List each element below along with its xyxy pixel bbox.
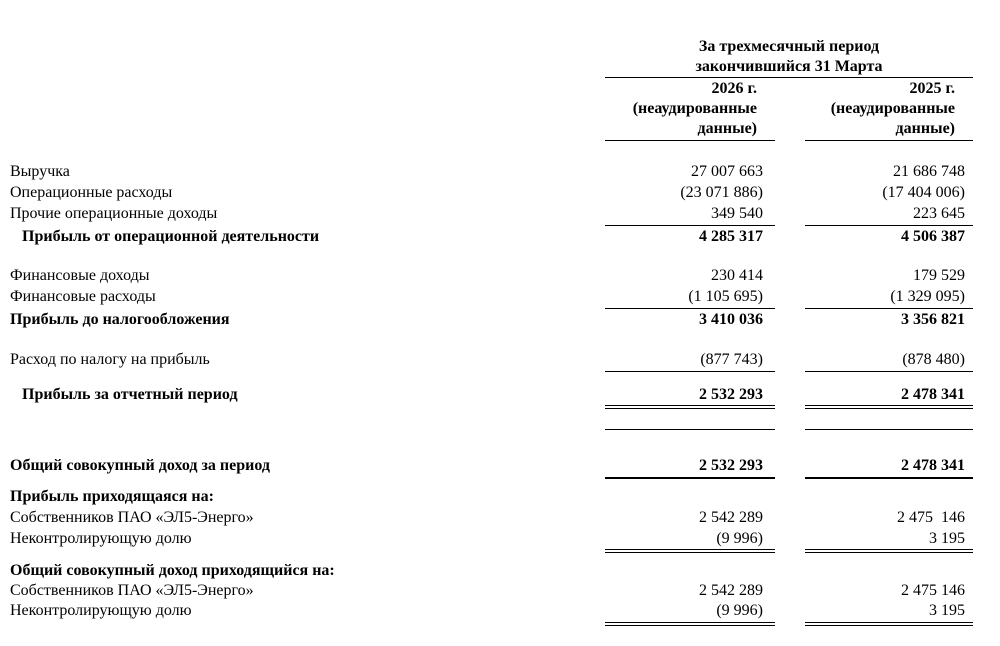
double-rule (805, 625, 973, 626)
col1-note2: данные) (697, 120, 757, 137)
value-2025: 2 475 146 (897, 509, 965, 526)
subtotal-rule (805, 371, 973, 372)
row-label: Собственников ПАО «ЭЛ5-Энерго» (10, 509, 254, 526)
table-row (0, 266, 1000, 286)
table-row (0, 350, 1000, 370)
row-label: Выручка (10, 163, 70, 180)
table-row (0, 162, 1000, 182)
col1-header (605, 79, 757, 139)
value-2025: (878 480) (902, 351, 965, 368)
value-2025: 4 506 387 (901, 228, 965, 245)
value-2025: 2 478 341 (901, 457, 965, 474)
value-2026: 230 414 (711, 267, 763, 284)
row-label: Прибыль до налогообложения (10, 311, 230, 328)
subtotal-rule (805, 225, 973, 226)
row-label: Прибыль за отчетный период (22, 386, 238, 403)
period-header-line2: закончившийся 31 Марта (695, 58, 883, 75)
value-2026: (23 071 886) (680, 184, 763, 201)
section-heading (0, 561, 1000, 581)
table-row (0, 310, 1000, 330)
double-rule (805, 408, 973, 409)
total-rule (805, 477, 973, 479)
col2-year: 2025 г. (909, 80, 955, 97)
double-rule (605, 408, 775, 409)
col1-note1: (неаудированные (632, 100, 757, 117)
row-label: Операционные расходы (10, 184, 173, 201)
value-2026: (877 743) (700, 351, 763, 368)
double-rule (605, 549, 775, 550)
value-2025: (1 329 095) (890, 288, 965, 305)
col1-header-rule (605, 140, 775, 141)
value-2025: 2 475 146 (901, 582, 965, 599)
value-2025: 179 529 (913, 267, 965, 284)
table-row (0, 287, 1000, 307)
col2-note1: (неаудированные (830, 100, 955, 117)
col2-note2: данные) (895, 120, 955, 137)
table-row (0, 227, 1000, 247)
table-row (0, 456, 1000, 476)
value-2026: 27 007 663 (691, 163, 763, 180)
table-row (0, 529, 1000, 549)
row-label: Прибыль приходящаяся на: (10, 488, 214, 505)
subtotal-rule (605, 225, 775, 226)
table-row (0, 204, 1000, 224)
double-rule (605, 405, 775, 406)
value-2025: 3 195 (929, 530, 965, 547)
value-2025: 223 645 (913, 205, 965, 222)
double-rule (805, 549, 973, 550)
value-2025: 2 478 341 (901, 386, 965, 403)
double-rule (605, 625, 775, 626)
blank-rule (805, 429, 973, 430)
value-2025: 3 356 821 (901, 311, 965, 328)
value-2026: 2 542 289 (699, 509, 763, 526)
value-2026: 2 532 293 (699, 386, 763, 403)
row-label: Прибыль от операционной деятельности (22, 228, 320, 245)
double-rule (605, 552, 775, 553)
value-2026: 3 410 036 (699, 311, 763, 328)
value-2026: 2 542 289 (699, 582, 763, 599)
col2-header (805, 79, 955, 139)
value-2026: (1 105 695) (688, 288, 763, 305)
header-rule (605, 77, 973, 78)
total-rule (605, 477, 775, 479)
row-label: Собственников ПАО «ЭЛ5-Энерго» (10, 582, 254, 599)
value-2026: (9 996) (716, 530, 763, 547)
subtotal-rule (805, 308, 973, 309)
double-rule (805, 552, 973, 553)
value-2025: 3 195 (929, 602, 965, 619)
value-2025: (17 404 006) (882, 184, 965, 201)
row-label: Неконтролирующую долю (10, 602, 192, 619)
subtotal-rule (605, 371, 775, 372)
value-2025: 21 686 748 (893, 163, 965, 180)
row-label: Общий совокупный доход приходящийся на: (10, 562, 335, 579)
row-label: Неконтролирующую долю (10, 530, 192, 547)
row-label: Финансовые доходы (10, 267, 150, 284)
row-label: Общий совокупный доход за период (10, 457, 270, 474)
double-rule (605, 622, 775, 623)
row-label: Расход по налогу на прибыль (10, 351, 210, 368)
row-label: Финансовые расходы (10, 288, 156, 305)
blank-rule (605, 429, 775, 430)
table-row (0, 601, 1000, 621)
col1-year: 2026 г. (711, 80, 757, 97)
table-row (0, 183, 1000, 203)
subtotal-rule (605, 308, 775, 309)
col2-header-rule (805, 140, 973, 141)
value-2026: 4 285 317 (699, 228, 763, 245)
value-2026: (9 996) (716, 602, 763, 619)
table-row (0, 508, 1000, 528)
table-row (0, 581, 1000, 601)
period-header-line1: За трехмесячный период (698, 38, 880, 55)
double-rule (805, 405, 973, 406)
value-2026: 2 532 293 (699, 457, 763, 474)
double-rule (805, 622, 973, 623)
section-heading (0, 487, 1000, 507)
row-label: Прочие операционные доходы (10, 205, 218, 222)
table-row (0, 385, 1000, 405)
value-2026: 349 540 (711, 205, 763, 222)
